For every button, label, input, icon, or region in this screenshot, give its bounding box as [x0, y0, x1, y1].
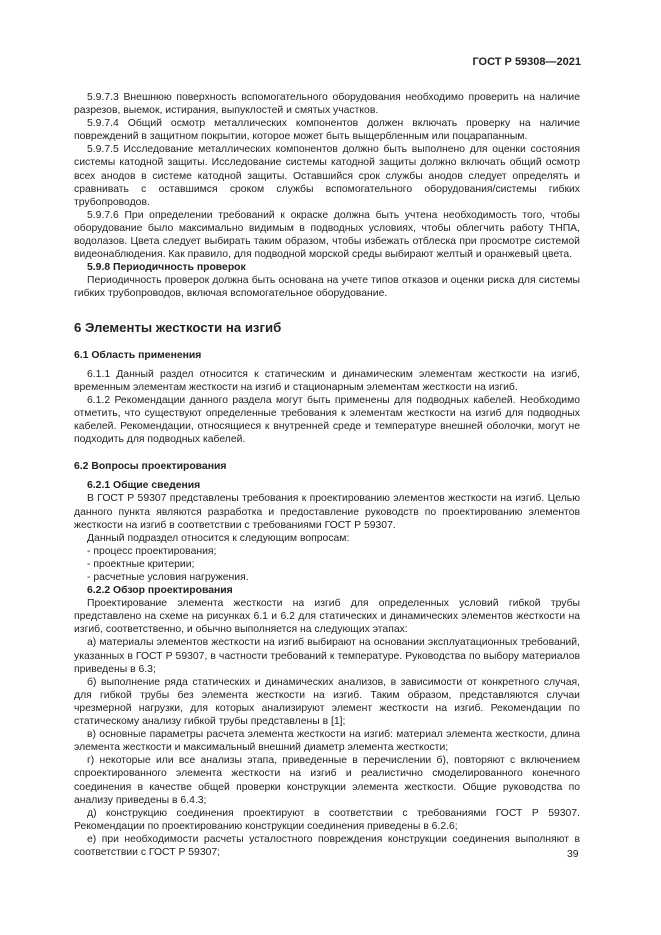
page-number: 39: [567, 849, 579, 860]
list-item: в) основные параметры расчета элемента жесткости на изгиб: материал элемента жесткости, длина элемента жесткости и максимальный внешний диаметр элемента жесткости;: [74, 729, 580, 754]
list-item: - расчетные условия нагружения.: [87, 572, 249, 583]
list-item: - проектные критерии;: [87, 558, 195, 570]
paragraph-5-9-7-4: 5.9.7.4 Общий осмотр металлических компонентов должен включать проверку на наличие повреждений в защитном покрытии, которое может быть выщербленным или поцарапанным.: [74, 118, 580, 143]
paragraph-5-9-7-3: 5.9.7.3 Внешнюю поверхность вспомогательного оборудования необходимо проверить на наличие разрезов, выемок, истирания, выпуклостей и смятых участков.: [74, 92, 580, 117]
list-item: е) при необходимости расчеты усталостного повреждения конструкции соединения выполняют в соответствии с ГОСТ Р 59307;: [74, 833, 580, 858]
paragraph-5-9-8: Периодичность проверок должна быть основана на учете типов отказов и оценки риска для системы гибких трубопроводов, включая вспомогательное оборудование.: [74, 275, 580, 300]
paragraph-5-9-7-6: 5.9.7.6 При определении требований к окраске должна быть учтена необходимость того, чтобы оборудование было максимально видимым в подводных условиях, чтобы облегчить работу ТНПА, водолазов. Цвета следует выбирать таким образом, чтобы избежать отблеска при просмотре системой видеонаблюдения. Как правило, для подводной морской среды выбирают желтый и оранжевый цвета.: [74, 209, 580, 261]
list-item: г) некоторые или все анализы этапа, приведенные в перечислении б), повторяют с включением спроектированного элемента жесткости на изгиб и реалистично смоделированного конечного соединения в качестве общей проверки конструкции элемента жесткости. Общие руководства по анализу приведены в 6.4.3;: [74, 755, 580, 806]
heading-6-2-1: 6.2.1 Общие сведения: [87, 480, 201, 492]
list-item: б) выполнение ряда статических и динамических анализов, в зависимости от конкретного случая, для гибкой трубы без элемента жесткости на изгиб. Таким образом, представляются случаи чрезмерной нагрузки, для которых анализируют элемент жесткости на изгиб. Рекомендации по статическому анализу гибкой трубы представлены в [1];: [74, 676, 580, 728]
paragraph-6-1-2: 6.1.2 Рекомендации данного раздела могут быть применены для подводных кабелей. Необходимо отметить, что существуют определенные требования к элементам жесткости на изгиб для подводных кабелей. Рекомендации, относящиеся к внутренней среде и температуре внешней оболочки, могут не подходить для подводных кабелей.: [74, 394, 580, 446]
heading-6-2-2: 6.2.2 Обзор проектирования: [87, 585, 233, 597]
paragraph-6-1-1: 6.1.1 Данный раздел относится к статическим и динамическим элементам жесткости на изгиб, временным элементам жесткости на изгиб и стационарным элементам жесткости на изгиб.: [74, 368, 580, 393]
list-item: - процесс проектирования;: [87, 545, 217, 557]
list-item: а) материалы элементов жесткости на изгиб выбирают на основании эксплуатационных требований, указанных в ГОСТ Р 59307, в частности требований к температуре. Руководства по выбору материалов приведены в 6.3;: [74, 637, 580, 675]
heading-6-2: 6.2 Вопросы проектирования: [74, 461, 227, 473]
paragraph-6-2-1-b: Данный подраздел относится к следующим вопросам:: [87, 532, 350, 544]
document-header: ГОСТ Р 59308—2021: [472, 56, 581, 68]
paragraph-5-9-7-5: 5.9.7.5 Исследование металлических компонентов должно быть выполнено для оценки состояния системы катодной защиты. Исследование системы катодной защиты должно включать общий осмотр всех анодов в системе катодной защиты. Оставшийся срок службы анодов следует определять и сравнивать с оставшимся сроком службы вспомогательного оборудования/системы гибких трубопроводов.: [74, 144, 580, 208]
section-6-heading: 6 Элементы жесткости на изгиб: [74, 319, 282, 335]
paragraph-6-2-1-a: В ГОСТ Р 59307 представлены требования к проектированию элементов жесткости на изгиб. Целью данного пункта являются разработка и предоставление руководств по проектированию элементов жесткости на изгиб в соответствии с требованиями ГОСТ Р 59307.: [74, 493, 580, 531]
heading-6-1: 6.1 Область применения: [74, 349, 202, 361]
list-item: д) конструкцию соединения проектируют в соответствии с требованиями ГОСТ Р 59307. Рекомендации по проектированию конструкции соединения приведены в 6.2.6;: [74, 807, 580, 832]
heading-5-9-8: 5.9.8 Периодичность проверок: [87, 262, 246, 274]
page-body: [74, 91, 580, 859]
paragraph-6-2-2: Проектирование элемента жесткости на изгиб для определенных условий гибкой трубы представлено на схеме на рисунках 6.1 и 6.2 для статических и динамических элементов жесткости на изгиб, соответственно, и обычно выполняется на следующих этапах:: [74, 598, 580, 636]
